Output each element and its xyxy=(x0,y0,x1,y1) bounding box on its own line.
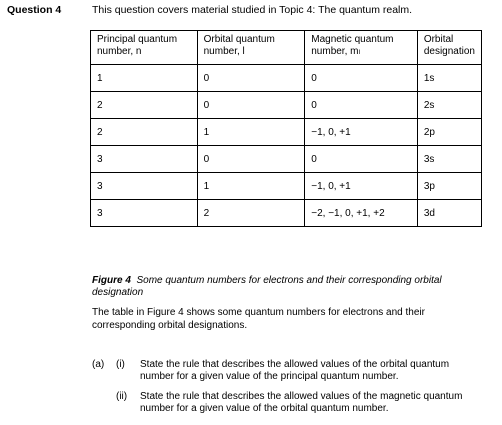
table-cell: 1 xyxy=(197,173,305,200)
header-line: number, mₗ xyxy=(311,46,361,57)
question-label: Question 4 xyxy=(7,4,62,16)
table-cell: 0 xyxy=(197,92,305,119)
table-cell: 0 xyxy=(305,92,418,119)
sub-part-i-text: State the rule that describes the allowed values of the orbital quantum number for a given value of the principal quantum number. xyxy=(140,359,450,382)
header-principal-quantum-number xyxy=(91,31,198,65)
header-orbital-designation xyxy=(417,31,481,65)
table-cell: 0 xyxy=(305,65,418,92)
sub-part-i-label: (i) xyxy=(116,359,125,370)
header-magnetic-quantum-number xyxy=(305,31,418,65)
header-line: Orbital xyxy=(423,34,454,45)
table-cell: −1, 0, +1 xyxy=(305,173,418,200)
table-row xyxy=(91,200,482,227)
table-row xyxy=(91,65,482,92)
table-row xyxy=(91,173,482,200)
header-line: Principal quantum xyxy=(97,34,178,45)
table-body xyxy=(91,65,482,227)
body-paragraph: The table in Figure 4 shows some quantum numbers for electrons and their corresponding orbital designations. xyxy=(92,307,425,331)
table-cell: 0 xyxy=(197,146,305,173)
table-cell: 0 xyxy=(197,65,305,92)
table-cell: 1 xyxy=(91,65,198,92)
table-cell: 1 xyxy=(197,119,305,146)
table-row xyxy=(91,119,482,146)
table-cell: 3s xyxy=(417,146,481,173)
header-orbital-quantum-number xyxy=(197,31,305,65)
figure-caption-text: Some quantum numbers for electrons and their corresponding orbital designation xyxy=(92,275,442,298)
table-cell: −2, −1, 0, +1, +2 xyxy=(305,200,418,227)
part-a-label: (a) xyxy=(92,359,105,370)
table-row xyxy=(91,146,482,173)
table-cell: 3d xyxy=(417,200,481,227)
table-cell: 3 xyxy=(91,146,198,173)
table-cell: 3p xyxy=(417,173,481,200)
header-line: Magnetic quantum xyxy=(311,34,394,45)
sub-part-ii-label: (ii) xyxy=(116,391,128,402)
table-cell: 3 xyxy=(91,173,198,200)
figure-caption xyxy=(92,275,487,299)
table-cell: 3 xyxy=(91,200,198,227)
table-cell: 2 xyxy=(91,92,198,119)
table-cell: −1, 0, +1 xyxy=(305,119,418,146)
table-cell: 2 xyxy=(197,200,305,227)
question-intro: This question covers material studied in Topic 4: The quantum realm. xyxy=(92,4,413,16)
figure-label: Figure 4 xyxy=(92,275,131,286)
table-cell: 0 xyxy=(305,146,418,173)
header-line: designation xyxy=(423,46,475,57)
table-cell: 2p xyxy=(417,119,481,146)
table-cell: 1s xyxy=(417,65,481,92)
sub-part-ii-text: State the rule that describes the allowed values of the magnetic quantum number for a given value of the orbital quantum number. xyxy=(140,391,463,414)
quantum-numbers-table xyxy=(90,30,482,227)
table-row xyxy=(91,92,482,119)
header-line: number, n xyxy=(97,46,142,57)
table-header-row xyxy=(91,31,482,65)
header-line: Orbital quantum xyxy=(203,34,275,45)
header-line: number, l xyxy=(203,46,245,57)
table-cell: 2 xyxy=(91,119,198,146)
table-cell: 2s xyxy=(417,92,481,119)
